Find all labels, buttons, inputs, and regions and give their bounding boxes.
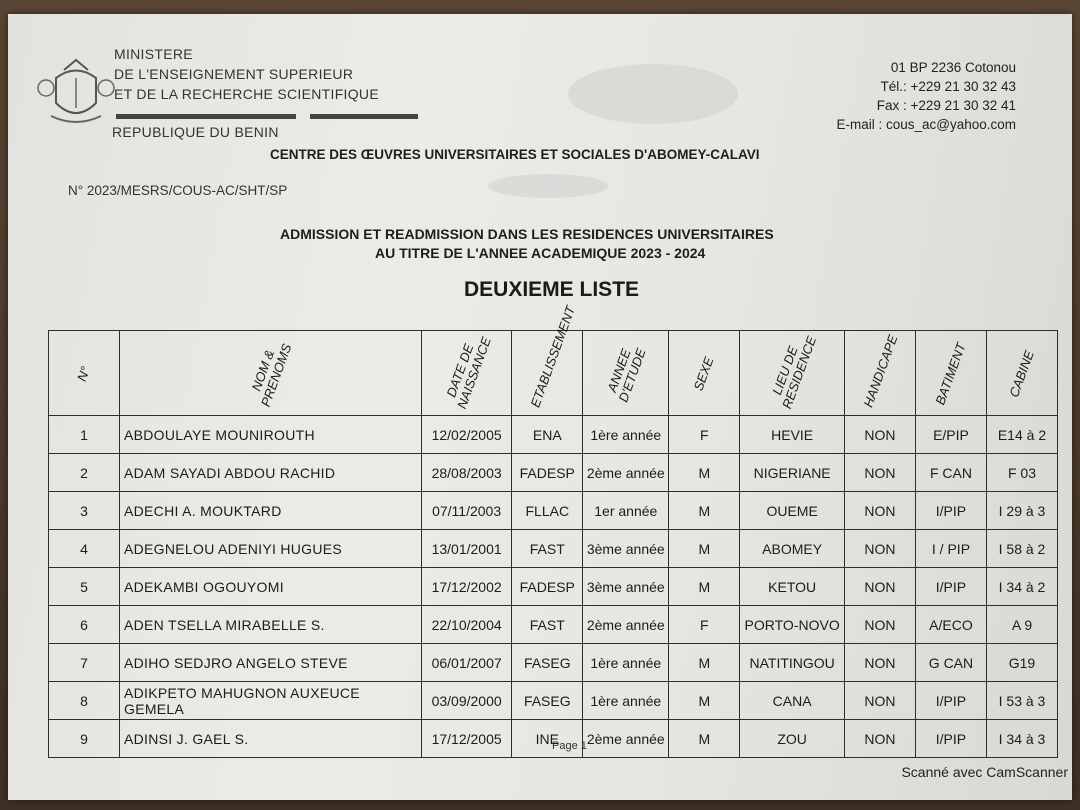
- table-cell: ADIHO SEDJRO ANGELO STEVE: [120, 644, 422, 682]
- table-cell: KETOU: [740, 568, 845, 606]
- table-cell: F: [669, 606, 740, 644]
- flag-stripe: [116, 114, 296, 119]
- table-cell: INE: [512, 720, 583, 758]
- column-header: DATE DE NAISSANCE: [421, 331, 511, 416]
- table-cell: CANA: [740, 682, 845, 720]
- table-cell: 1: [49, 416, 120, 454]
- table-cell: 6: [49, 606, 120, 644]
- table-cell: NIGERIANE: [740, 454, 845, 492]
- table-row: [49, 454, 1058, 492]
- column-header: NOM & PRENOMS: [120, 331, 422, 416]
- table-cell: ADEN TSELLA MIRABELLE S.: [120, 606, 422, 644]
- contact-address: 01 BP 2236 Cotonou: [890, 60, 1016, 75]
- table-cell: 13/01/2001: [421, 530, 511, 568]
- table-cell: 2ème année: [583, 720, 669, 758]
- table-cell: 12/02/2005: [421, 416, 511, 454]
- ministry-line: DE L'ENSEIGNEMENT SUPERIEUR: [114, 66, 354, 82]
- column-header: SEXE: [669, 331, 740, 416]
- table-cell: 9: [49, 720, 120, 758]
- table-cell: G CAN: [915, 644, 986, 682]
- paper-stain: [488, 174, 608, 198]
- table-cell: FLLAC: [512, 492, 583, 530]
- table-cell: 3: [49, 492, 120, 530]
- table-row: [49, 530, 1058, 568]
- table-cell: 2ème année: [583, 606, 669, 644]
- table-cell: NON: [844, 454, 915, 492]
- table-cell: ADECHI A. MOUKTARD: [120, 492, 422, 530]
- table-cell: 7: [49, 644, 120, 682]
- table-cell: I/PIP: [915, 568, 986, 606]
- table-cell: G19: [986, 644, 1057, 682]
- table-cell: NON: [844, 644, 915, 682]
- table-cell: ADEGNELOU ADENIYI HUGUES: [120, 530, 422, 568]
- column-header: N°: [49, 331, 120, 416]
- contact-phone: Tél.: +229 21 30 32 43: [880, 79, 1016, 94]
- table-cell: I/PIP: [915, 720, 986, 758]
- table-cell: NON: [844, 568, 915, 606]
- table-cell: ZOU: [740, 720, 845, 758]
- title-line-2: AU TITRE DE L'ANNEE ACADEMIQUE 2023 - 2024: [375, 245, 706, 261]
- table-cell: E14 à 2: [986, 416, 1057, 454]
- table-cell: 1ère année: [583, 644, 669, 682]
- table-body: [49, 416, 1058, 758]
- table-cell: M: [669, 530, 740, 568]
- table-cell: I 29 à 3: [986, 492, 1057, 530]
- table-cell: F: [669, 416, 740, 454]
- table-cell: FAST: [512, 530, 583, 568]
- table-cell: ADIKPETO MAHUGNON AUXEUCE GEMELA: [120, 682, 422, 720]
- table-cell: 1ère année: [583, 416, 669, 454]
- table-cell: E/PIP: [915, 416, 986, 454]
- table-row: [49, 606, 1058, 644]
- table-cell: I/PIP: [915, 682, 986, 720]
- table-cell: 22/10/2004: [421, 606, 511, 644]
- table-cell: I/PIP: [915, 492, 986, 530]
- table-cell: 3ème année: [583, 568, 669, 606]
- table-cell: M: [669, 568, 740, 606]
- table-cell: FASEG: [512, 644, 583, 682]
- table-cell: FADESP: [512, 568, 583, 606]
- contact-email: E-mail : cous_ac@yahoo.com: [836, 117, 1016, 132]
- table-cell: I 34 à 3: [986, 720, 1057, 758]
- contact-block: [836, 58, 1016, 134]
- table-cell: NON: [844, 530, 915, 568]
- table-cell: 07/11/2003: [421, 492, 511, 530]
- table-cell: 3ème année: [583, 530, 669, 568]
- table-cell: 17/12/2002: [421, 568, 511, 606]
- table-cell: NATITINGOU: [740, 644, 845, 682]
- table-cell: M: [669, 720, 740, 758]
- table-cell: ADINSI J. GAEL S.: [120, 720, 422, 758]
- table-cell: I 34 à 2: [986, 568, 1057, 606]
- table-cell: PORTO-NOVO: [740, 606, 845, 644]
- column-header: ANNEE D'ETUDE: [583, 331, 669, 416]
- flag-stripe: [310, 114, 418, 119]
- table-cell: 03/09/2000: [421, 682, 511, 720]
- table-cell: F CAN: [915, 454, 986, 492]
- table-cell: 28/08/2003: [421, 454, 511, 492]
- scanner-watermark: Scanné avec CamScanner: [901, 764, 1068, 780]
- table-cell: 17/12/2005: [421, 720, 511, 758]
- table-cell: 5: [49, 568, 120, 606]
- column-header: CABINE: [986, 331, 1057, 416]
- table-cell: 2ème année: [583, 454, 669, 492]
- table-row: [49, 492, 1058, 530]
- table-row: [49, 568, 1058, 606]
- paper-stain: [568, 64, 738, 124]
- table-cell: M: [669, 492, 740, 530]
- column-header: BATIMENT: [915, 331, 986, 416]
- table-cell: ENA: [512, 416, 583, 454]
- table-cell: 2: [49, 454, 120, 492]
- table-cell: A/ECO: [915, 606, 986, 644]
- table-cell: I 58 à 2: [986, 530, 1057, 568]
- table-cell: FADESP: [512, 454, 583, 492]
- list-title: DEUXIEME LISTE: [464, 278, 640, 301]
- table-cell: F 03: [986, 454, 1057, 492]
- admission-table: [48, 303, 1058, 758]
- centre-name: CENTRE DES ŒUVRES UNIVERSITAIRES ET SOCIALES D'ABOMEY-CALAVI: [270, 147, 760, 162]
- contact-fax: Fax : +229 21 30 32 41: [876, 98, 1016, 113]
- column-header: LIEU DE RESIDENCE: [740, 331, 845, 416]
- table-cell: 4: [49, 530, 120, 568]
- table-cell: 1er année: [583, 492, 669, 530]
- reference-number: N° 2023/MESRS/COUS-AC/SHT/SP: [68, 183, 288, 198]
- table-cell: M: [669, 682, 740, 720]
- ministry-block: [114, 44, 379, 104]
- document-page: [8, 14, 1072, 800]
- table-cell: I 53 à 3: [986, 682, 1057, 720]
- table-cell: ADAM SAYADI ABDOU RACHID: [120, 454, 422, 492]
- table-cell: M: [669, 644, 740, 682]
- ministry-line: MINISTERE: [114, 46, 193, 62]
- table-cell: FAST: [512, 606, 583, 644]
- table-cell: NON: [844, 682, 915, 720]
- table-cell: I / PIP: [915, 530, 986, 568]
- table-header-row: [49, 331, 1058, 416]
- ministry-line: ET DE LA RECHERCHE SCIENTIFIQUE: [114, 86, 379, 102]
- table-cell: A 9: [986, 606, 1057, 644]
- table-cell: NON: [844, 492, 915, 530]
- table-cell: 1ère année: [583, 682, 669, 720]
- title-line-1: ADMISSION ET READMISSION DANS LES RESIDENCES UNIVERSITAIRES: [280, 226, 774, 242]
- page-number: Page 1: [552, 740, 587, 752]
- table-cell: M: [669, 454, 740, 492]
- country-name: REPUBLIQUE DU BENIN: [112, 124, 279, 140]
- table-row: [49, 644, 1058, 682]
- table-row: [49, 682, 1058, 720]
- table-cell: NON: [844, 720, 915, 758]
- table-cell: ADEKAMBI OGOUYOMI: [120, 568, 422, 606]
- table-cell: FASEG: [512, 682, 583, 720]
- table-cell: NON: [844, 416, 915, 454]
- column-header: ETABLISSEMENT: [512, 331, 583, 416]
- table-cell: ABOMEY: [740, 530, 845, 568]
- column-header: HANDICAPE: [844, 331, 915, 416]
- table-cell: 06/01/2007: [421, 644, 511, 682]
- table-cell: OUEME: [740, 492, 845, 530]
- table-cell: 8: [49, 682, 120, 720]
- coat-of-arms-icon: [36, 58, 116, 128]
- table-cell: NON: [844, 606, 915, 644]
- table-cell: ABDOULAYE MOUNIROUTH: [120, 416, 422, 454]
- table-cell: HEVIE: [740, 416, 845, 454]
- table-row: [49, 416, 1058, 454]
